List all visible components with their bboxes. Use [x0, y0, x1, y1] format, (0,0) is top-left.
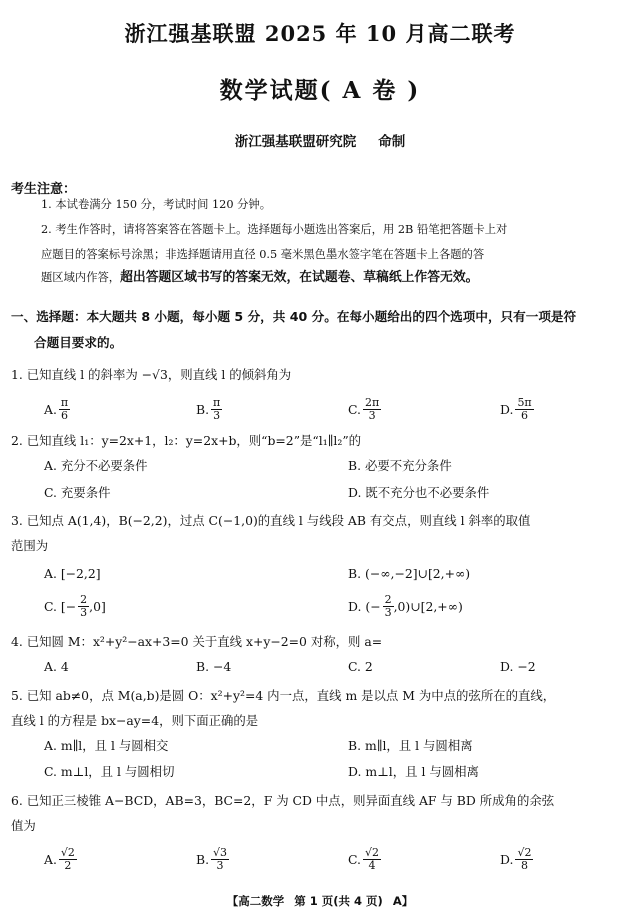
notice-title: 考生注意： [11, 182, 77, 197]
q6-c-fraction [363, 847, 381, 872]
q5-option-b: B. m∥l，且 l 与圆相离 [348, 738, 473, 753]
q3-d-num: 2 [384, 593, 392, 606]
q1-c-fraction [363, 397, 381, 422]
q1-d-fraction [515, 397, 533, 422]
notice-warning: 超出答题区域书写的答案无效，在试题卷、草稿纸上作答无效。 [120, 270, 479, 285]
q1-a-fraction [59, 397, 70, 422]
q1-d-num: 5π [517, 396, 532, 409]
q4-option-b: B. −4 [196, 659, 232, 674]
notice-line-4 [41, 265, 633, 290]
maker-role: 命制 [378, 134, 406, 150]
q6-c-num: √2 [364, 846, 379, 859]
q6-b-num: √3 [213, 846, 228, 859]
q6-stem-line-2: 值为 [11, 818, 36, 833]
q3-option-d [348, 594, 463, 619]
q1-c-den: 3 [368, 409, 376, 422]
q1-c-num: 2π [364, 396, 380, 409]
q3-stem-line-2: 范围为 [11, 538, 49, 553]
q1-b-fraction [211, 397, 222, 422]
notice-line-4-a: 题区域内作答， [41, 271, 121, 284]
q6-option-b [196, 847, 229, 872]
q4-stem: 4. 已知圆 M：x²+y²−ax+3=0 关于直线 x+y−2=0 对称，则 a= [11, 634, 383, 649]
q3-d-post: ,0)∪[2,+∞) [393, 598, 463, 614]
q6-d-label: D. [500, 851, 514, 867]
q6-b-den: 3 [216, 859, 224, 872]
q4-option-d: D. −2 [500, 659, 536, 674]
q6-c-label: C. [348, 851, 361, 867]
q1-a-den: 6 [61, 409, 68, 422]
q6-a-den: 2 [64, 859, 72, 872]
notice-line-1: 1. 本试卷满分 150 分，考试时间 120 分钟。 [41, 198, 272, 211]
notice-line-2: 2. 考生作答时，请将答案答在答题卡上。选择题每小题选出答案后，用 2B 铅笔把答题卡上对 [41, 223, 508, 236]
q1-d-den: 6 [521, 409, 529, 422]
q6-b-label: B. [196, 851, 210, 867]
q5-option-d: D. m⊥l，且 l 与圆相离 [348, 764, 479, 779]
q6-a-fraction [59, 847, 77, 872]
page-footer [0, 893, 640, 909]
q6-b-fraction [211, 847, 229, 872]
q3-c-den: 3 [80, 606, 88, 619]
q6-d-num: √2 [517, 846, 532, 859]
q6-c-den: 4 [368, 859, 376, 872]
q3-option-b: B. (−∞,−2]∪[2,+∞) [348, 566, 471, 581]
q5-stem-line-1: 5. 已知 ab≠0，点 M(a,b)是圆 O：x²+y²=4 内一点，直线 m 是以点 M 为中点的弦所在的直线， [11, 688, 556, 703]
q1-option-b [196, 397, 222, 422]
q1-option-d [500, 397, 534, 422]
q1-stem: 1. 已知直线 l 的斜率为 −√3，则直线 l 的倾斜角为 [11, 367, 292, 382]
q6-d-fraction [515, 847, 533, 872]
q3-c-fraction [78, 594, 89, 619]
section-heading-line-2: 合题目要求的。 [34, 335, 123, 350]
maker-line [0, 130, 640, 150]
q1-a-num: π [60, 396, 69, 409]
q5-option-a: A. m∥l，且 l 与圆相交 [44, 738, 169, 753]
q3-option-c [44, 594, 106, 619]
q3-c-post: ,0] [89, 598, 106, 614]
exam-title: 浙江强基联盟 2025 年 10 月高二联考 [124, 21, 516, 46]
q6-option-a [44, 847, 77, 872]
q3-d-den: 3 [384, 606, 392, 619]
q5-stem-line-2: 直线 l 的方程是 bx−ay=4，则下面正确的是 [11, 713, 259, 728]
q3-d-pre: D. (− [348, 598, 381, 614]
q6-d-den: 8 [520, 859, 528, 872]
q1-b-num: π [213, 396, 221, 409]
exam-subtitle: 数学试题( A 卷 ) [219, 77, 421, 104]
q4-option-a: A. 4 [44, 659, 69, 674]
q2-option-b: B. 必要不充分条件 [348, 458, 452, 473]
notice-line-3: 应题目的答案标号涂黑；非选择题请用直径 0.5 毫米黑色墨水签字笔在答题卡上各题的答 [41, 248, 485, 261]
q5-option-c: C. m⊥l，且 l 与圆相切 [44, 764, 175, 779]
q6-a-label: A. [44, 851, 57, 867]
footer-version: A】 [392, 894, 414, 908]
footer-subject: 【高二数学 [226, 894, 285, 908]
q1-c-label: C. [348, 401, 361, 417]
q6-a-num: √2 [60, 846, 75, 859]
q4-option-c: C. 2 [348, 659, 373, 674]
q2-option-a: A. 充分不必要条件 [44, 458, 148, 473]
q6-option-d [500, 847, 533, 872]
q1-d-label: D. [500, 401, 514, 417]
q3-option-a: A. [−2,2] [44, 566, 101, 581]
q3-c-pre: C. [− [44, 598, 77, 614]
q3-c-num: 2 [80, 593, 88, 606]
q1-b-label: B. [196, 401, 210, 417]
maker-org: 浙江强基联盟研究院 [234, 134, 357, 150]
q1-b-den: 3 [213, 409, 221, 422]
q3-stem-line-1: 3. 已知点 A(1,4)，B(−2,2)，过点 C(−1,0)的直线 l 与线段 AB 有交点，则直线 l 斜率的取值 [11, 513, 531, 528]
q1-option-a [44, 397, 70, 422]
q6-option-c [348, 847, 381, 872]
q3-d-fraction [383, 594, 394, 619]
q1-option-c [348, 397, 381, 422]
q2-option-c: C. 充要条件 [44, 485, 111, 500]
footer-page: 第 1 页(共 4 页) [294, 894, 383, 908]
q2-option-d: D. 既不充分也不必要条件 [348, 485, 490, 500]
q2-stem: 2. 已知直线 l₁：y=2x+1，l₂：y=2x+b，则“b=2”是“l₁∥l₂”的 [11, 433, 362, 448]
q6-stem-line-1: 6. 已知正三棱锥 A−BCD，AB=3，BC=2，F 为 CD 中点，则异面直线 AF 与 BD 所成角的余弦 [11, 793, 555, 808]
section-heading-line-1: 一、选择题：本大题共 8 小题，每小题 5 分，共 40 分。在每小题给出的四个选项中，只有一项是符 [11, 309, 577, 324]
q1-a-label: A. [44, 401, 57, 417]
